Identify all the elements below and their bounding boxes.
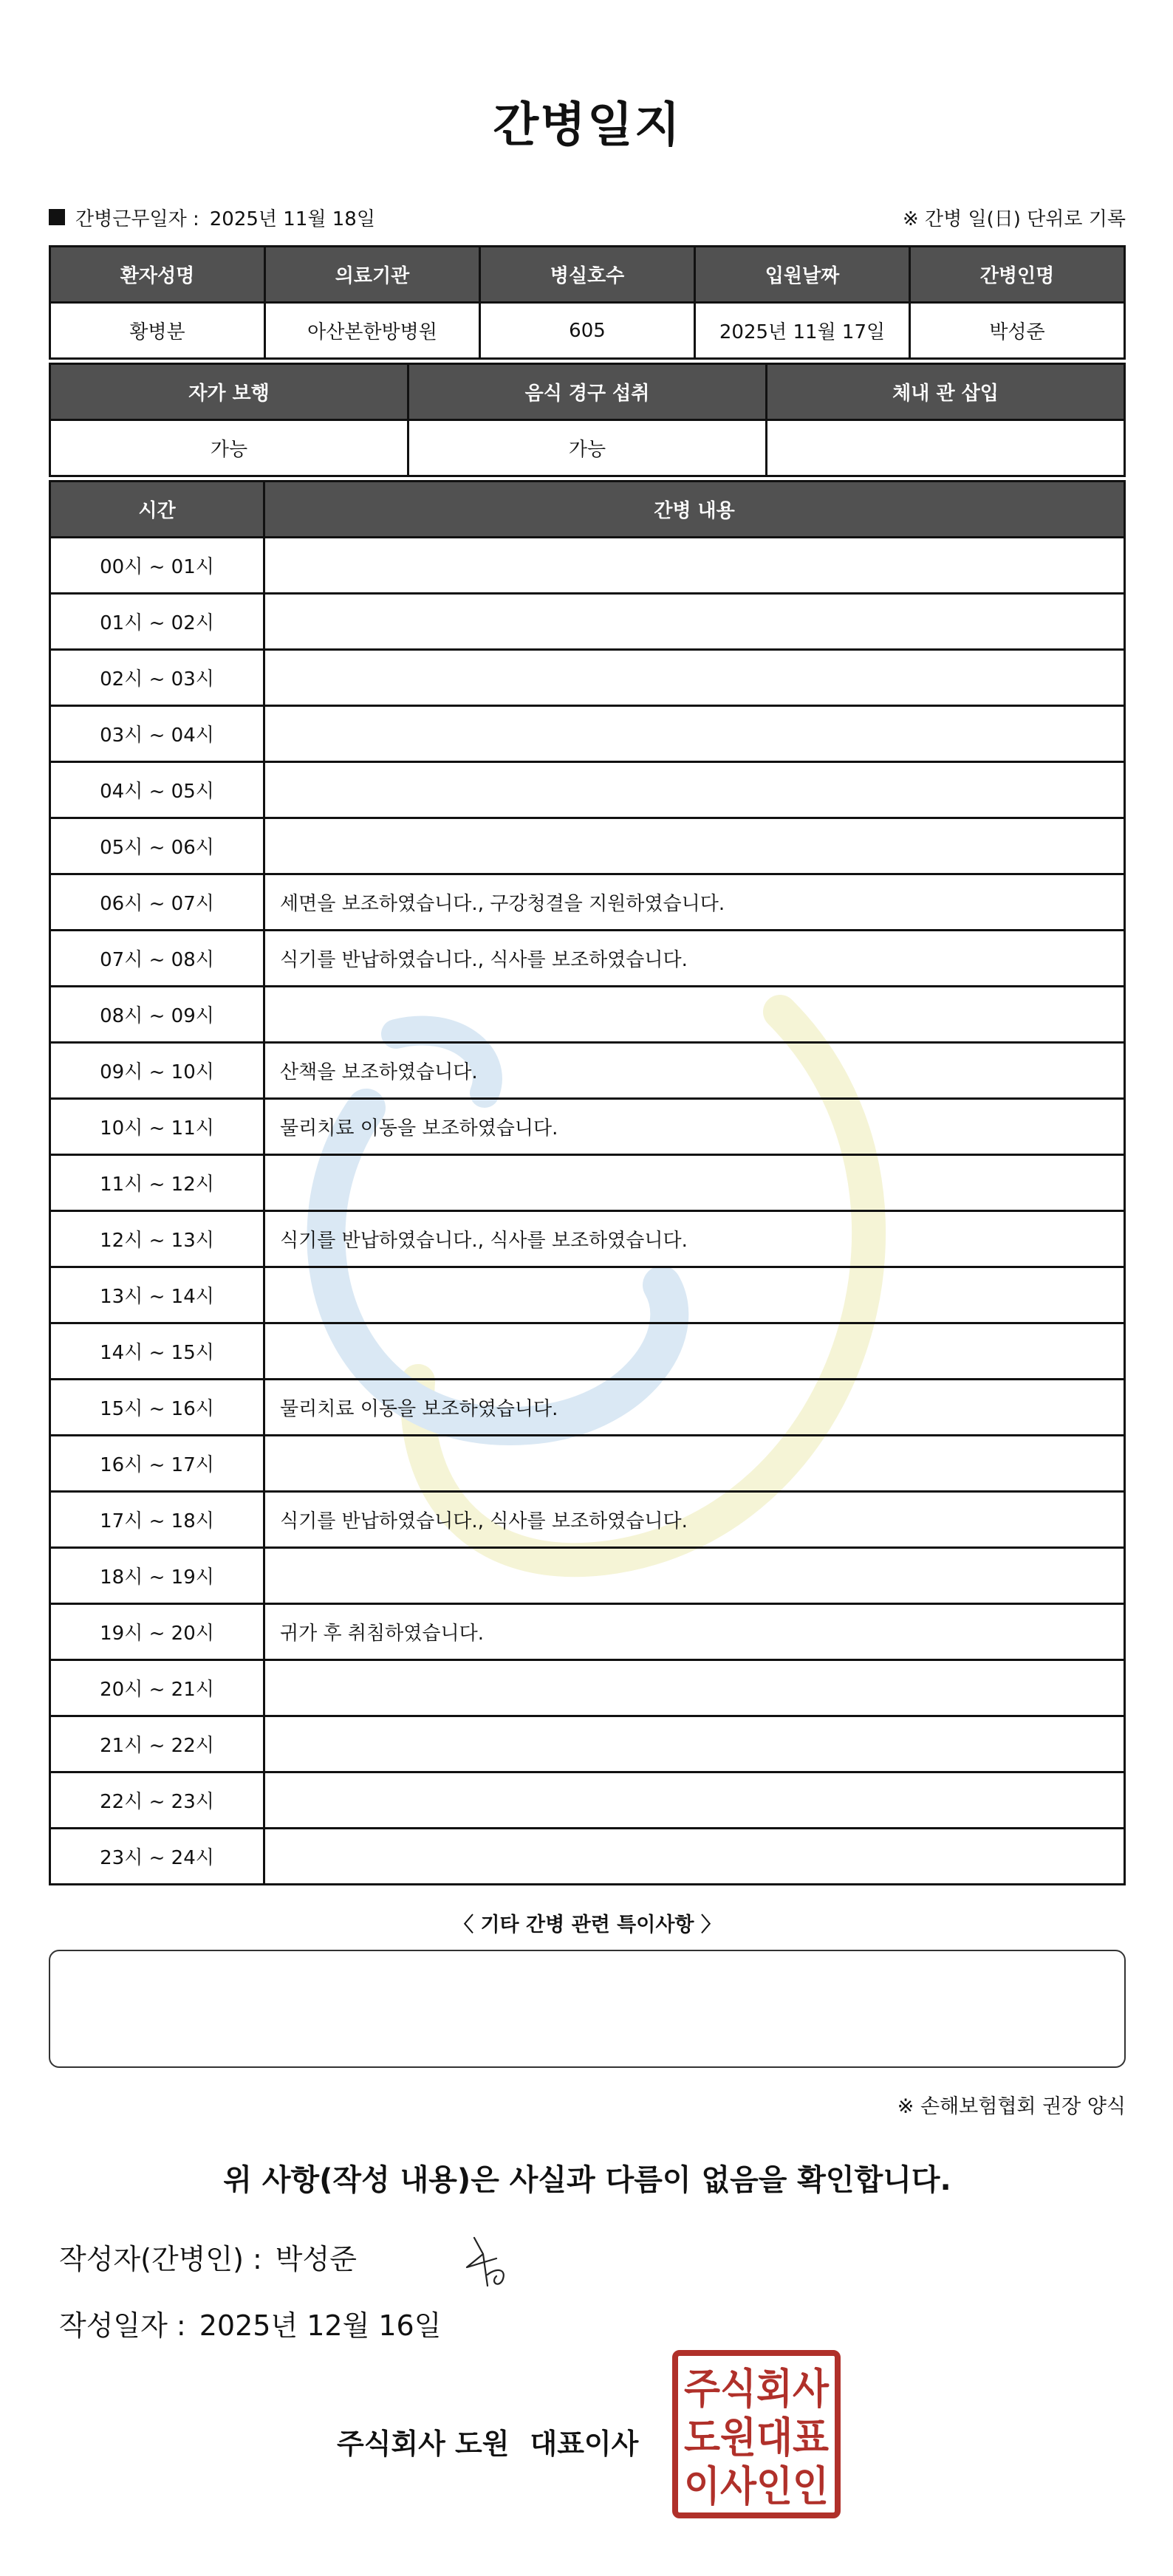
writer-name: 박성준 [275,2243,357,2275]
oral-intake-status: 가능 [408,420,767,476]
table-row [50,1660,1125,1716]
time-slot: 08시 ~ 09시 [50,987,264,1043]
care-content [264,1155,1125,1211]
care-content [264,1267,1125,1323]
time-slot: 23시 ~ 24시 [50,1829,264,1885]
table-row [50,538,1125,594]
table-row [50,1604,1125,1660]
document-title: 간병일지 [493,98,682,153]
care-content [264,818,1125,874]
work-date-value: 2025년 11월 18일 [209,208,375,230]
time-slot: 14시 ~ 15시 [50,1323,264,1380]
header-hospital: 의료기관 [265,247,480,303]
time-slot: 09시 ~ 10시 [50,1043,264,1099]
written-date-line [59,2303,441,2343]
table-row [50,931,1125,987]
table-row [50,987,1125,1043]
care-content: 식기를 반납하였습니다., 식사를 보조하였습니다. [264,1211,1125,1267]
time-slot: 00시 ~ 01시 [50,538,264,594]
time-slot: 06시 ~ 07시 [50,874,264,931]
care-content: 물리치료 이동을 보조하였습니다. [264,1099,1125,1155]
table-row [50,420,1125,476]
seal-line-2: 도원대표 [684,2414,829,2462]
care-content: 식기를 반납하였습니다., 식사를 보조하였습니다. [264,1492,1125,1548]
seal-line-3: 이사인인 [684,2463,829,2511]
work-date [49,204,375,231]
table-row [50,1548,1125,1604]
care-content [264,1548,1125,1604]
time-slot: 22시 ~ 23시 [50,1772,264,1829]
seal-line-1: 주식회사 [684,2366,830,2414]
time-slot: 07시 ~ 08시 [50,931,264,987]
table-header-row [50,364,1125,420]
writer-label: 작성자(간병인) : [59,2243,262,2275]
care-content [264,650,1125,706]
time-slot: 16시 ~ 17시 [50,1436,264,1492]
table-row [50,1829,1125,1885]
time-slot: 10시 ~ 11시 [50,1099,264,1155]
time-slot: 21시 ~ 22시 [50,1716,264,1772]
time-slot: 12시 ~ 13시 [50,1211,264,1267]
header-tube: 체내 관 삽입 [767,364,1125,420]
work-date-label: 간병근무일자 : [75,208,199,230]
company-seal-icon [671,2349,842,2520]
special-notes-label: 〈 기타 간병 관련 특이사항 〉 [454,1914,721,1936]
care-content [264,594,1125,650]
time-slot: 01시 ~ 02시 [50,594,264,650]
special-notes-box[interactable] [49,1950,1126,2068]
table-row [50,303,1125,359]
record-unit-note: ※ 간병 일(日) 단위로 기록 [902,208,1126,230]
header-admission-date: 입원날짜 [695,247,910,303]
header-oral-intake: 음식 경구 섭취 [408,364,767,420]
hospital-name: 아산본한방병원 [265,303,480,359]
care-content: 식기를 반납하였습니다., 식사를 보조하였습니다. [264,931,1125,987]
header-patient-name: 환자성명 [50,247,265,303]
table-row [50,1380,1125,1436]
header-walking: 자가 보행 [50,364,408,420]
table-row [50,1716,1125,1772]
table-row [50,650,1125,706]
care-content: 물리치료 이동을 보조하였습니다. [264,1380,1125,1436]
time-slot: 05시 ~ 06시 [50,818,264,874]
care-content: 세면을 보조하였습니다., 구강청결을 지원하였습니다. [264,874,1125,931]
care-content [264,1323,1125,1380]
time-slot: 11시 ~ 12시 [50,1155,264,1211]
care-content [264,987,1125,1043]
care-content [264,1716,1125,1772]
table-row [50,1492,1125,1548]
room-number: 605 [480,303,695,359]
table-row [50,594,1125,650]
patient-name: 황병분 [50,303,265,359]
care-content [264,1436,1125,1492]
time-slot: 03시 ~ 04시 [50,706,264,762]
time-slot: 15시 ~ 16시 [50,1380,264,1436]
written-date-value: 2025년 12월 16일 [199,2309,442,2342]
square-bullet-icon [49,209,65,225]
header-caregiver: 간병인명 [910,247,1125,303]
table-row [50,1043,1125,1099]
table-row [50,1436,1125,1492]
care-content: 귀가 후 취침하였습니다. [264,1604,1125,1660]
time-slot: 02시 ~ 03시 [50,650,264,706]
care-content [264,706,1125,762]
time-slot: 04시 ~ 05시 [50,762,264,818]
header-time: 시간 [50,482,264,538]
care-content [264,1772,1125,1829]
table-header-row [50,247,1125,303]
table-row [50,762,1125,818]
table-header-row [50,482,1125,538]
admission-date: 2025년 11월 17일 [695,303,910,359]
time-slot: 18시 ~ 19시 [50,1548,264,1604]
header-room: 병실호수 [480,247,695,303]
patient-status-table [49,363,1126,477]
care-content [264,538,1125,594]
company-line [337,2421,638,2462]
care-log-table [49,480,1126,1885]
care-content: 산책을 보조하였습니다. [264,1043,1125,1099]
care-content [264,1829,1125,1885]
table-row [50,874,1125,931]
header-care-content: 간병 내용 [264,482,1125,538]
time-slot: 17시 ~ 18시 [50,1492,264,1548]
table-row [50,1155,1125,1211]
tube-status [767,420,1125,476]
recommended-form-note: ※ 손해보험협회 권장 양식 [897,2095,1126,2118]
care-content [264,1660,1125,1716]
care-log-document [49,0,1126,2576]
writer-line [59,2236,357,2277]
walking-status: 가능 [50,420,408,476]
table-row [50,706,1125,762]
company-name: 주식회사 도원 [337,2428,510,2460]
meta-row [49,204,1126,230]
caregiver-name: 박성준 [910,303,1125,359]
table-row [50,1267,1125,1323]
table-row [50,1323,1125,1380]
patient-info-table [49,245,1126,360]
time-slot: 19시 ~ 20시 [50,1604,264,1660]
time-slot: 20시 ~ 21시 [50,1660,264,1716]
table-row [50,1772,1125,1829]
company-role: 대표이사 [530,2428,639,2460]
table-row [50,1211,1125,1267]
care-content [264,762,1125,818]
written-date-label: 작성일자 : [59,2309,186,2342]
table-row [50,1099,1125,1155]
time-slot: 13시 ~ 14시 [50,1267,264,1323]
signature-icon [445,2223,526,2297]
confirmation-statement: 위 사항(작성 내용)은 사실과 다름이 없음을 확인합니다. [223,2163,951,2197]
table-row [50,818,1125,874]
